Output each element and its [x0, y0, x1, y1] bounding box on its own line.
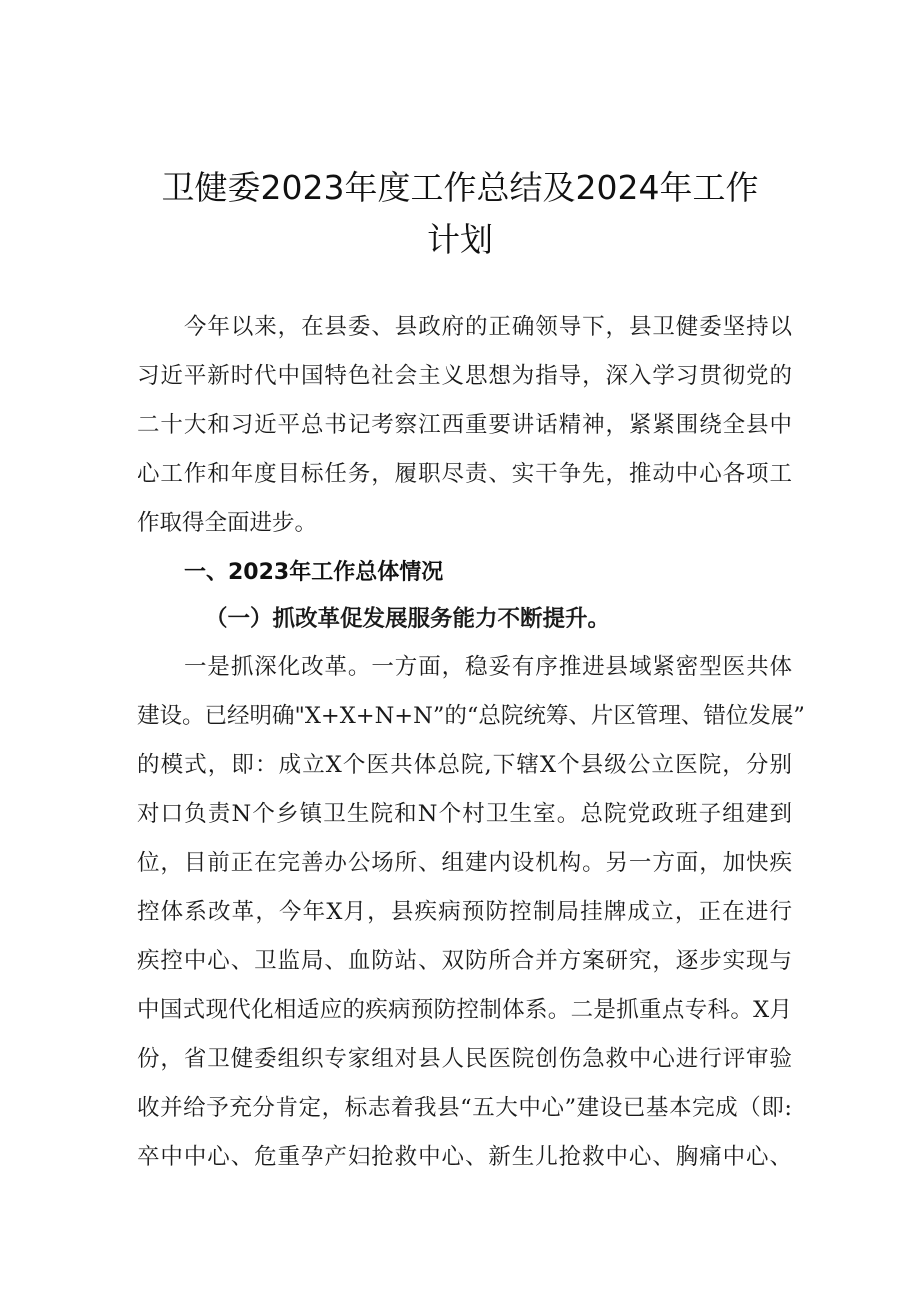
document-title-line-1: 卫健委2023年度工作总结及2024年工作: [161, 168, 759, 207]
body-line: 疾控中心、卫监局、血防站、双防所合并方案研究，逐步实现与: [137, 948, 792, 974]
body-line: 的模式，即：成立X个医共体总院,下辖X个县级公立医院，分别: [137, 752, 792, 778]
body-line: 一是抓深化改革。一方面，稳妥有序推进县域紧密型医共体: [184, 654, 792, 680]
body-line: 卒中中心、危重孕产妇抢救中心、新生儿抢救中心、胸痛中心、: [137, 1144, 792, 1170]
body-line: 中国式现代化相适应的疾病预防控制体系。二是抓重点专科。X月: [137, 997, 792, 1023]
section-heading: 一、2023年工作总体情况: [184, 560, 444, 585]
intro-line: 作取得全面进步。: [137, 510, 318, 536]
body-line: 位，目前正在完善办公场所、组建内设机构。另一方面，加快疾: [137, 850, 792, 876]
body-line: 收并给予充分肯定，标志着我县“五大中心”建设已基本完成（即:: [137, 1095, 792, 1121]
intro-line: 二十大和习近平总书记考察江西重要讲话精神，紧紧围绕全县中: [137, 412, 792, 438]
body-line: 控体系改革，今年X月，县疾病预防控制局挂牌成立，正在进行: [137, 899, 792, 925]
intro-line: 心工作和年度目标任务，履职尽责、实干争先，推动中心各项工: [137, 461, 792, 487]
body-line: 建设。已经明确"X+X+N+N”的“总院统筹、片区管理、错位发展”: [137, 703, 805, 729]
intro-line: 今年以来，在县委、县政府的正确领导下，县卫健委坚持以: [184, 314, 792, 340]
subsection-heading: （一）抓改革促发展服务能力不断提升。: [205, 606, 611, 632]
body-line: 份，省卫健委组织专家组对县人民医院创伤急救中心进行评审验: [137, 1046, 792, 1072]
document-title-line-2: 计划: [427, 220, 493, 259]
body-line: 对口负责N个乡镇卫生院和N个村卫生室。总院党政班子组建到: [137, 801, 792, 827]
intro-line: 习近平新时代中国特色社会主义思想为指导，深入学习贯彻党的: [137, 363, 792, 389]
